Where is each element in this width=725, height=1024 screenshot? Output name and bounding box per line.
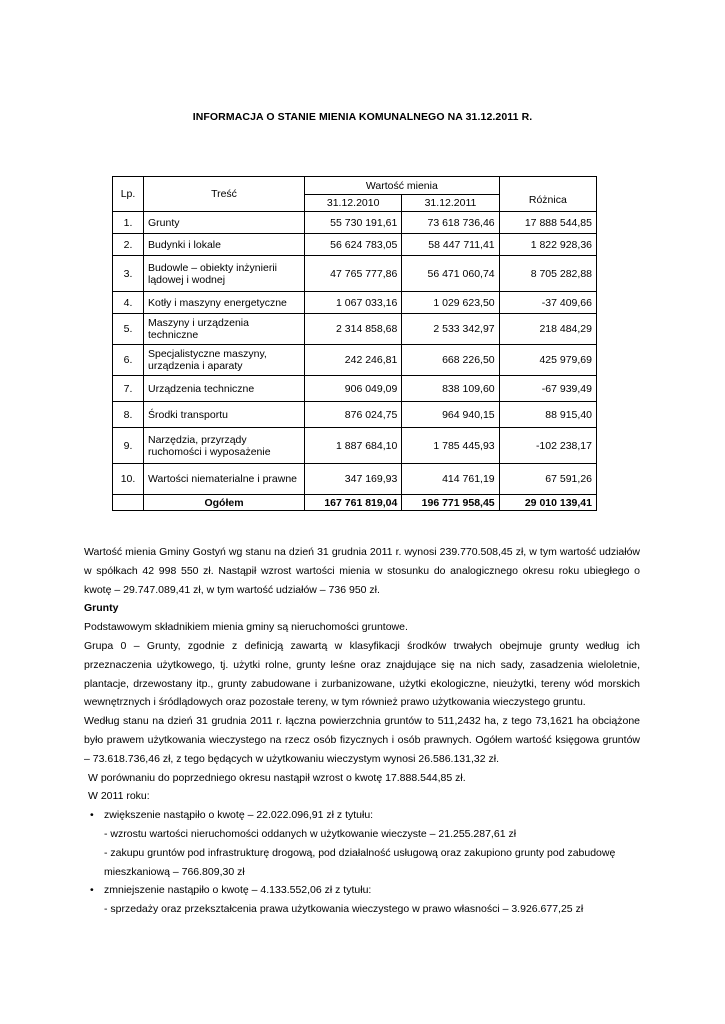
row-value-2010: 906 049,09	[305, 376, 402, 402]
row-lp: 2.	[113, 234, 144, 256]
table-row	[113, 212, 597, 234]
row-value-2011: 414 761,19	[402, 464, 499, 495]
row-value-2011: 964 940,15	[402, 402, 499, 428]
row-value-2010: 2 314 858,68	[305, 314, 402, 345]
row-value-2010: 347 169,93	[305, 464, 402, 495]
row-name: Budynki i lokale	[144, 234, 305, 256]
row-diff: 67 591,26	[499, 464, 596, 495]
paragraph-definition: Grupa 0 – Grunty, zgodnie z definicją zawartą w klasyfikacji środków trwałych obejmuje grunty według ich przeznaczenia użytkowego, tj. użytki rolne, grunty leśne oraz znajdujące się na nich sady, zasadzenia wieloletnie, plantacje, drzewostany itp., grunty zabudowane i zurbanizowane, użytki ekologiczne, nieużytki, tereny wód morskich wewnętrznych i śródlądowych oraz pozostałe tereny, w tym również prawo użytkowania wieczystego gruntu.	[84, 639, 640, 709]
row-lp: 3.	[113, 256, 144, 292]
bullet-decrease-text: zmniejszenie nastąpiło o kwotę – 4.133.552,06 zł z tytułu:	[104, 884, 372, 897]
header-wartosc: Wartość mienia	[305, 177, 500, 195]
sub-item-perpetual-usufruct: - wzrostu wartości nieruchomości oddanych w użytkowanie wieczyste – 21.255.287,61 zł	[104, 827, 517, 840]
row-lp: 1.	[113, 212, 144, 234]
sub-item-sale: - sprzedaży oraz przekształcenia prawa użytkowania wieczystego w prawo własności – 3.926.677,25 zł	[104, 903, 584, 916]
header-date-2010: 31.12.2010	[305, 195, 402, 212]
row-value-2011: 838 109,60	[402, 376, 499, 402]
row-value-2010: 242 246,81	[305, 345, 402, 376]
row-name: Urządzenia techniczne	[144, 376, 305, 402]
bullet-icon: •	[90, 884, 94, 897]
row-lp: 10.	[113, 464, 144, 495]
row-value-2011: 58 447 711,41	[402, 234, 499, 256]
bullet-increase	[84, 806, 640, 825]
row-value-2010: 1 067 033,16	[305, 292, 402, 314]
table-row	[113, 256, 597, 292]
row-lp: 6.	[113, 345, 144, 376]
row-name: Wartości niematerialne i prawne	[144, 464, 305, 495]
row-value-2011: 1 785 445,93	[402, 428, 499, 464]
paragraph-year: W 2011 roku:	[88, 790, 150, 803]
row-value-2010: 55 730 191,61	[305, 212, 402, 234]
table-row	[113, 314, 597, 345]
row-lp: 7.	[113, 376, 144, 402]
row-value-2011: 1 029 623,50	[402, 292, 499, 314]
row-lp: 9.	[113, 428, 144, 464]
row-diff: -102 238,17	[499, 428, 596, 464]
document-title: INFORMACJA O STANIE MIENIA KOMUNALNEGO NA 31.12.2011 R.	[192, 111, 533, 123]
table-row	[113, 402, 597, 428]
row-value-2010: 56 624 783,05	[305, 234, 402, 256]
row-diff: 8 705 282,88	[499, 256, 596, 292]
row-name: Środki transportu	[144, 402, 305, 428]
total-diff: 29 010 139,41	[499, 495, 596, 511]
row-name: Kotły i maszyny energetyczne	[144, 292, 305, 314]
row-value-2010: 1 887 684,10	[305, 428, 402, 464]
header-lp: Lp.	[113, 177, 144, 212]
header-roznica: Różnica	[499, 177, 596, 212]
row-diff: 218 484,29	[499, 314, 596, 345]
sub-item-land-purchase: - zakupu gruntów pod infrastrukturę drogową, pod działalność usługową oraz zakupiono grunty pod zabudowę mieszkaniową – 766.809,30 zł	[104, 846, 616, 878]
header-date-2011: 31.12.2011	[402, 195, 499, 212]
row-diff: -67 939,49	[499, 376, 596, 402]
bullet-increase-text: zwiększenie nastąpiło o kwotę – 22.022.096,91 zł z tytułu:	[104, 809, 374, 822]
property-value-table	[112, 176, 597, 511]
row-lp: 4.	[113, 292, 144, 314]
total-2011: 196 771 958,45	[402, 495, 499, 511]
paragraph-summary: Wartość mienia Gminy Gostyń wg stanu na dzień 31 grudnia 2011 r. wynosi 239.770.508,45 zł, w tym wartość udziałów w spółkach 42 998 550 zł. Nastąpił wzrost wartości mienia w stosunku do analogicznego okresu roku ubiegłego o kwotę – 29.747.089,41 zł, w tym wartość udziałów – 736 950 zł.	[84, 546, 640, 596]
row-diff: 1 822 928,36	[499, 234, 596, 256]
row-value-2011: 668 226,50	[402, 345, 499, 376]
table-row	[113, 234, 597, 256]
table-row	[113, 464, 597, 495]
paragraph-area: Według stanu na dzień 31 grudnia 2011 r. łączna powierzchnia gruntów to 511,2432 ha, z tego 73,1621 ha obciążone było prawem użytkowania wieczystego na rzecz osób fizycznych i osób prawnych. Ogółem wartość księgowa gruntów – 73.618.736,46 zł, z tego będących w użytkowaniu wieczystym wynosi 26.586.131,32 zł.	[84, 715, 640, 765]
row-lp: 5.	[113, 314, 144, 345]
table-header-row	[113, 177, 597, 195]
row-diff: 88 915,40	[499, 402, 596, 428]
row-name: Specjalistyczne maszyny, urządzenia i aparaty	[144, 345, 305, 376]
header-tresc: Treść	[144, 177, 305, 212]
paragraph-intro: Podstawowym składnikiem mienia gminy są nieruchomości gruntowe.	[84, 621, 408, 634]
row-lp: 8.	[113, 402, 144, 428]
total-label: Ogółem	[144, 495, 305, 511]
row-diff: 425 979,69	[499, 345, 596, 376]
section-heading-grunty: Grunty	[84, 602, 119, 615]
bullet-icon: •	[90, 809, 94, 822]
body-text	[84, 543, 640, 919]
row-name: Maszyny i urządzenia techniczne	[144, 314, 305, 345]
row-value-2010: 876 024,75	[305, 402, 402, 428]
row-name: Budowle – obiekty inżynierii lądowej i wodnej	[144, 256, 305, 292]
table-row	[113, 345, 597, 376]
row-value-2011: 73 618 736,46	[402, 212, 499, 234]
row-value-2011: 56 471 060,74	[402, 256, 499, 292]
row-diff: -37 409,66	[499, 292, 596, 314]
bullet-decrease	[84, 881, 640, 900]
total-2010: 167 761 819,04	[305, 495, 402, 511]
paragraph-comparison: W porównaniu do poprzedniego okresu nastąpił wzrost o kwotę 17.888.544,85 zł.	[88, 771, 466, 784]
row-diff: 17 888 544,85	[499, 212, 596, 234]
row-name: Grunty	[144, 212, 305, 234]
row-name: Narzędzia, przyrządy ruchomości i wyposażenie	[144, 428, 305, 464]
table-row	[113, 376, 597, 402]
table-row	[113, 428, 597, 464]
row-value-2011: 2 533 342,97	[402, 314, 499, 345]
table-total-row	[113, 495, 597, 511]
row-value-2010: 47 765 777,86	[305, 256, 402, 292]
table-row	[113, 292, 597, 314]
total-lp	[113, 495, 144, 511]
